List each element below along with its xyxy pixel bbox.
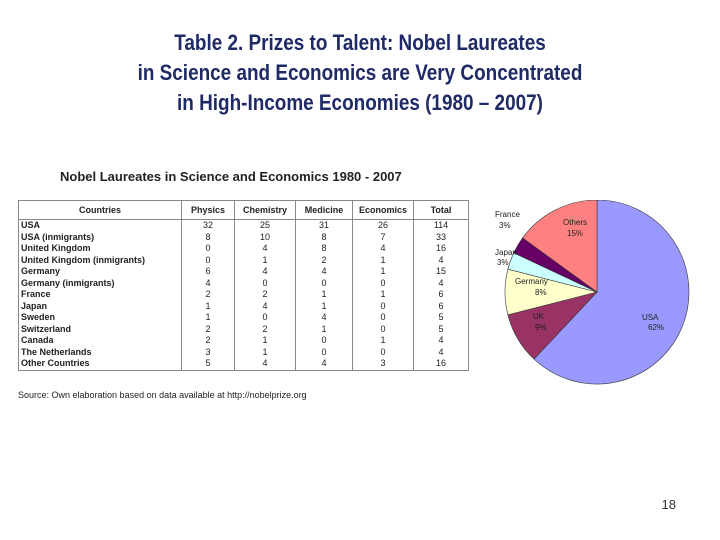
value-cell: 31 (296, 220, 353, 232)
value-cell: 33 (414, 232, 469, 244)
value-cell: 0 (296, 278, 353, 290)
country-cell: United Kingdom (19, 243, 182, 255)
country-cell: Sweden (19, 312, 182, 324)
value-cell: 16 (414, 358, 469, 370)
table-row (19, 335, 469, 347)
source-note: Source: Own elaboration based on data available at http://nobelprize.org (18, 390, 307, 400)
value-cell: 3 (182, 347, 235, 359)
slide-title-line-1: Table 2. Prizes to Talent: Nobel Laureates (174, 30, 546, 55)
table-row (19, 301, 469, 313)
value-cell: 8 (296, 243, 353, 255)
table-row (19, 243, 469, 255)
value-cell: 1 (353, 335, 414, 347)
pie-label: Japan (495, 248, 517, 257)
pie-label: Others (563, 218, 588, 227)
pie-label: Germany (515, 277, 548, 286)
value-cell: 2 (182, 324, 235, 336)
value-cell: 1 (296, 324, 353, 336)
value-cell: 2 (182, 335, 235, 347)
country-cell: Canada (19, 335, 182, 347)
value-cell: 0 (235, 312, 296, 324)
value-cell: 1 (353, 266, 414, 278)
value-cell: 1 (182, 301, 235, 313)
value-cell: 1 (353, 289, 414, 301)
value-cell: 5 (414, 312, 469, 324)
value-cell: 0 (182, 243, 235, 255)
value-cell: 4 (296, 266, 353, 278)
country-cell: Other Countries (19, 358, 182, 370)
pie-label: USA (642, 313, 659, 322)
value-cell: 25 (235, 220, 296, 232)
value-cell: 0 (296, 335, 353, 347)
table-row (19, 220, 469, 232)
pie-chart (485, 200, 705, 400)
table-row (19, 232, 469, 244)
value-cell: 4 (414, 335, 469, 347)
value-cell: 10 (235, 232, 296, 244)
pie-value-label: 15% (567, 229, 584, 238)
country-cell: The Netherlands (19, 347, 182, 359)
pie-value-label: 9% (535, 323, 547, 332)
value-cell: 26 (353, 220, 414, 232)
value-cell: 6 (182, 266, 235, 278)
country-cell: United Kingdom (inmigrants) (19, 255, 182, 267)
value-cell: 5 (414, 324, 469, 336)
nobel-table (18, 200, 469, 371)
value-cell: 4 (414, 278, 469, 290)
slide-title (50, 28, 669, 118)
value-cell: 1 (182, 312, 235, 324)
value-cell: 0 (353, 278, 414, 290)
value-cell: 1 (235, 255, 296, 267)
value-cell: 6 (414, 301, 469, 313)
value-cell: 16 (414, 243, 469, 255)
header-cell: Economics (353, 201, 414, 220)
value-cell: 8 (296, 232, 353, 244)
value-cell: 0 (353, 347, 414, 359)
value-cell: 4 (235, 301, 296, 313)
country-cell: Japan (19, 301, 182, 313)
value-cell: 2 (235, 289, 296, 301)
value-cell: 4 (235, 358, 296, 370)
table-body (19, 220, 469, 371)
value-cell: 32 (182, 220, 235, 232)
pie-value-label: 3% (499, 221, 511, 230)
value-cell: 4 (182, 278, 235, 290)
chart-title: Nobel Laureates in Science and Economics 1980 - 2007 (60, 169, 402, 184)
table-row (19, 289, 469, 301)
value-cell: 4 (235, 243, 296, 255)
value-cell: 7 (353, 232, 414, 244)
table-row (19, 255, 469, 267)
header-cell: Total (414, 201, 469, 220)
value-cell: 4 (296, 312, 353, 324)
pie-value-label: 3% (497, 258, 509, 267)
table-header-row (19, 201, 469, 220)
pie-value-label: 8% (535, 288, 547, 297)
country-cell: Switzerland (19, 324, 182, 336)
pie-value-label: 62% (648, 323, 665, 332)
header-cell: Physics (182, 201, 235, 220)
value-cell: 0 (353, 324, 414, 336)
value-cell: 0 (235, 278, 296, 290)
value-cell: 1 (235, 347, 296, 359)
header-cell: Medicine (296, 201, 353, 220)
pie-label: France (495, 210, 520, 219)
country-cell: USA (19, 220, 182, 232)
value-cell: 0 (182, 255, 235, 267)
value-cell: 3 (353, 358, 414, 370)
header-cell: Countries (19, 201, 182, 220)
table-row (19, 358, 469, 370)
pie-label: UK (533, 312, 545, 321)
value-cell: 0 (296, 347, 353, 359)
slide-title-line-3: in High-Income Economies (1980 – 2007) (177, 90, 543, 115)
value-cell: 1 (235, 335, 296, 347)
slide-title-line-2: in Science and Economics are Very Concentrated (137, 60, 583, 85)
table-row (19, 278, 469, 290)
value-cell: 5 (182, 358, 235, 370)
value-cell: 4 (353, 243, 414, 255)
value-cell: 0 (353, 301, 414, 313)
value-cell: 1 (353, 255, 414, 267)
value-cell: 4 (414, 347, 469, 359)
country-cell: Germany (19, 266, 182, 278)
value-cell: 2 (182, 289, 235, 301)
value-cell: 2 (235, 324, 296, 336)
value-cell: 114 (414, 220, 469, 232)
country-cell: Germany (inmigrants) (19, 278, 182, 290)
page-number: 18 (661, 497, 676, 512)
value-cell: 1 (296, 301, 353, 313)
table-row (19, 324, 469, 336)
value-cell: 8 (182, 232, 235, 244)
table-row (19, 266, 469, 278)
value-cell: 2 (296, 255, 353, 267)
value-cell: 4 (414, 255, 469, 267)
table-row (19, 312, 469, 324)
value-cell: 4 (296, 358, 353, 370)
pie-slices (505, 200, 689, 384)
country-cell: France (19, 289, 182, 301)
value-cell: 6 (414, 289, 469, 301)
value-cell: 0 (353, 312, 414, 324)
value-cell: 15 (414, 266, 469, 278)
country-cell: USA (inmigrants) (19, 232, 182, 244)
table-row (19, 347, 469, 359)
value-cell: 1 (296, 289, 353, 301)
value-cell: 4 (235, 266, 296, 278)
header-cell: Chemistry (235, 201, 296, 220)
